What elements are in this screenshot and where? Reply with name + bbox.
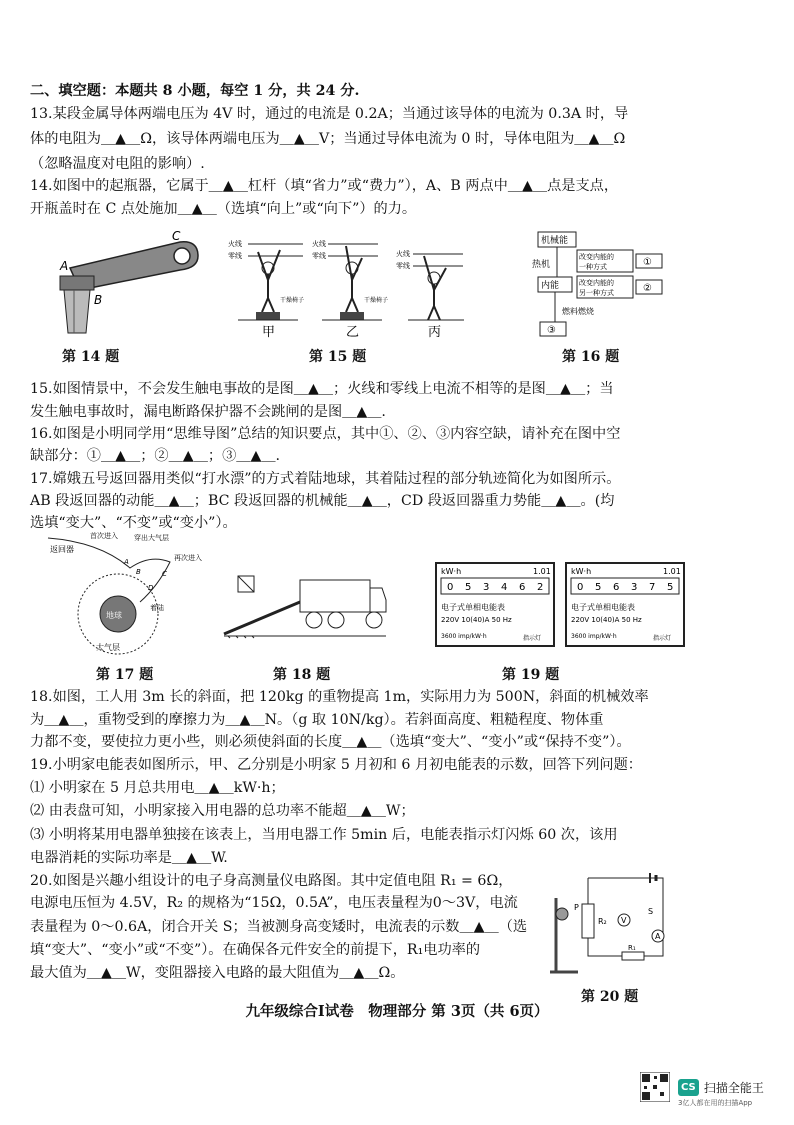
fig20-circuit bbox=[548, 868, 678, 978]
fig19-caption: 第 19 题 bbox=[502, 667, 560, 683]
fig19-d1-2: 3 bbox=[483, 582, 490, 593]
svg-text:另一种方式: 另一种方式 bbox=[579, 289, 614, 297]
q19-line-2: ⑴ 小明家在 5 月总共用电＿▲＿kW·h； bbox=[30, 780, 285, 796]
fig17-point-d: D bbox=[148, 584, 154, 592]
fig14-caption: 第 14 题 bbox=[62, 349, 120, 365]
q19-line-4: ⑶ 小明将某用电器单独接在该表上，当用电器工作 5min 后，电能表指示灯闪烁 60 次，该用 bbox=[30, 827, 618, 843]
q18-line-2: 为＿▲＿，重物受到的摩擦力为＿▲＿N。（g 取 10N/kg）。若斜面高度、粗糙程度、物体重 bbox=[30, 712, 604, 728]
fig15-scenes bbox=[228, 232, 468, 342]
fig15-live-2: 火线 bbox=[312, 240, 326, 248]
fig15-label-bing: 丙 bbox=[428, 325, 442, 340]
svg-text:改变内能的: 改变内能的 bbox=[579, 253, 614, 261]
q13-line-1: 13.某段金属导体两端电压为 4V 时，通过的电流是 0.2A；当通过该导体的电流为 0.3A 时，导 bbox=[30, 106, 629, 122]
fig19-d1-3: 4 bbox=[501, 582, 508, 593]
fig19-d1-1: 5 bbox=[465, 582, 472, 593]
fig15-caption: 第 15 题 bbox=[309, 349, 367, 365]
qr-code-icon bbox=[640, 1072, 670, 1102]
camscanner-logo-icon: CS bbox=[678, 1079, 699, 1096]
fig18-caption: 第 18 题 bbox=[273, 667, 331, 683]
q19-line-5: 电器消耗的实际功率是＿▲＿W. bbox=[30, 850, 228, 866]
fig19-d2-5: 5 bbox=[667, 582, 674, 593]
brand-block bbox=[678, 1077, 764, 1108]
fig15-stool-1: 干燥椅子 bbox=[280, 297, 305, 304]
fig15-panel-jia bbox=[228, 239, 304, 320]
q20-line-5: 最大值为＿▲＿W，变阻器接入电路的最大阻值为＿▲＿Ω。 bbox=[30, 965, 405, 981]
fig15-neutral-2: 零线 bbox=[312, 252, 326, 260]
fig19-d1-5: 2 bbox=[537, 582, 544, 593]
q17-line-3: 选填“变大”、“不变”或“变小”）。 bbox=[30, 515, 237, 531]
fig19-line2-1: 220V 10(40)A 50 Hz bbox=[441, 616, 512, 624]
page-footer: 九年级综合Ⅰ试卷 物理部分 第 3页（共 6页） bbox=[245, 1003, 549, 1020]
q15-line-2: 发生触电事故时，漏电断路保护器不会跳闸的是图＿▲＿. bbox=[30, 404, 386, 420]
q13-line-3: （忽略温度对电阻的影响）. bbox=[30, 156, 205, 172]
fig17-point-b: B bbox=[136, 568, 141, 576]
fig15-neutral-1: 零线 bbox=[228, 252, 242, 260]
fig19-meter-yi bbox=[565, 562, 685, 651]
svg-text:改变内能的: 改变内能的 bbox=[579, 279, 614, 287]
fig16-heat-engine: 热机 bbox=[532, 260, 551, 270]
fig14-label-c: C bbox=[172, 229, 181, 243]
fig19-lamp-1: 指示灯 bbox=[523, 635, 542, 642]
fig17-through: 穿出大气层 bbox=[134, 534, 169, 542]
fig20-v: V bbox=[621, 916, 627, 925]
fig19-d2-2: 6 bbox=[613, 582, 620, 593]
fig15-stool-2: 干燥椅子 bbox=[364, 297, 389, 304]
q14-line-1: 14.如图中的起瓶器，它属于＿▲＿杠杆（填“省力”或“费力”），A、B 两点中＿▲＿点是支点， bbox=[30, 178, 619, 194]
fig17-again: 再次进入 bbox=[174, 554, 202, 562]
fig19-lamp-2: 指示灯 bbox=[653, 635, 672, 642]
fig20-r2: R₂ bbox=[598, 917, 607, 926]
fig17-atmos: 大气层 bbox=[96, 643, 120, 652]
fig20-caption: 第 20 题 bbox=[581, 989, 639, 1005]
fig19-line2-2: 220V 10(40)A 50 Hz bbox=[571, 616, 642, 624]
fig16-fuel: 燃料燃烧 bbox=[562, 307, 594, 316]
fig15-neutral-3: 零线 bbox=[396, 262, 410, 270]
brand-name: 扫描全能王 bbox=[703, 1081, 764, 1095]
fig17-caption: 第 17 题 bbox=[96, 667, 154, 683]
q17-line-1: 17.嫦娥五号返回器用类似“打水漂”的方式着陆地球，其着陆过程的部分轨迹简化为如图所示。 bbox=[30, 471, 621, 487]
fig19-ver-2: 1.01 bbox=[663, 567, 681, 576]
fig19-d2-0: 0 bbox=[577, 582, 584, 593]
fig16-internal: 内能 bbox=[541, 281, 560, 291]
fig20-a: A bbox=[655, 932, 661, 941]
q20-line-4: 填“变大”、“变小”或“不变”）。在确保各元件安全的前提下，R₁电功率的 bbox=[30, 942, 481, 958]
fig20-s: S bbox=[648, 907, 654, 916]
fig19-line3-2: 3600 imp/kW·h bbox=[571, 633, 617, 640]
q19-line-3: ⑵ 由表盘可知，小明家接入用电器的总功率不能超＿▲＿W； bbox=[30, 803, 415, 819]
q20-line-3: 表量程为 0～0.6A，闭合开关 S；当被测身高变矮时，电流表的示数＿▲＿（选 bbox=[30, 919, 528, 935]
fig17-landing: 着陆 bbox=[150, 604, 164, 612]
svg-text:一种方式: 一种方式 bbox=[579, 263, 607, 271]
fig20-p: P bbox=[574, 903, 579, 912]
fig16-circle-3: ③ bbox=[547, 325, 556, 336]
fig19-d1-0: 0 bbox=[447, 582, 454, 593]
brand-slogan: 3亿人都在用的扫描App bbox=[678, 1099, 753, 1107]
fig19-d1-4: 6 bbox=[519, 582, 526, 593]
fig15-panel-yi bbox=[312, 239, 388, 320]
fig19-line1-2: 电子式单相电能表 bbox=[571, 603, 635, 612]
q19-line-1: 19.小明家电能表如图所示，甲、乙分别是小明家 5 月初和 6 月初电能表的示数，回答下列问题： bbox=[30, 757, 642, 773]
fig15-live-1: 火线 bbox=[228, 240, 242, 248]
fig15-label-yi: 乙 bbox=[346, 325, 360, 340]
fig17-capsule: 返回器 bbox=[50, 545, 74, 554]
fig19-line1-1: 电子式单相电能表 bbox=[441, 603, 505, 612]
q14-line-2: 开瓶盖时在 C 点处施加＿▲＿（选填“向上”或“向下”）的力。 bbox=[30, 201, 417, 217]
fig17-point-a: A bbox=[124, 558, 129, 566]
q16-line-2: 缺部分：①＿▲＿；②＿▲＿；③＿▲＿. bbox=[30, 448, 281, 464]
fig16-circle-1: ① bbox=[643, 257, 652, 268]
fig16-caption: 第 16 题 bbox=[562, 349, 620, 365]
section-heading: 二、填空题：本题共 8 小题，每空 1 分，共 24 分. bbox=[30, 83, 360, 99]
q16-line-1: 16.如图是小明同学用“思维导图”总结的知识要点，其中①、②、③内容空缺，请补充在图中空 bbox=[30, 426, 621, 442]
fig19-d2-1: 5 bbox=[595, 582, 602, 593]
q18-line-1: 18.如图，工人用 3m 长的斜面，把 120kg 的重物提高 1m，实际用力为 500N，斜面的机械效率 bbox=[30, 689, 649, 705]
fig19-d2-4: 7 bbox=[649, 582, 656, 593]
fig19-unit-2: kW·h bbox=[571, 567, 592, 576]
fig17-point-c: C bbox=[162, 570, 167, 578]
fig18-ramp bbox=[220, 558, 390, 648]
fig15-label-jia: 甲 bbox=[262, 325, 276, 340]
fig19-ver-1: 1.01 bbox=[533, 567, 551, 576]
fig17-earth: 地球 bbox=[106, 611, 122, 620]
fig15-panel-bing bbox=[396, 249, 464, 320]
fig19-meter-jia bbox=[435, 562, 555, 651]
q18-line-3: 力都不变，要使拉力更小些，则必须使斜面的长度＿▲＿（选填“变大”、“变小”或“保持不变”）。 bbox=[30, 734, 631, 750]
fig20-r1: R₁ bbox=[628, 944, 636, 952]
fig19-line3-1: 3600 imp/kW·h bbox=[441, 633, 487, 640]
q15-line-1: 15.如图情景中，不会发生触电事故的是图＿▲＿；火线和零线上电流不相等的是图＿▲＿；当 bbox=[30, 381, 614, 397]
q13-line-2: 体的电阻为＿▲＿Ω，该导体两端电压为＿▲＿V；当通过导体电流为 0 时，导体电阻为＿▲＿Ω bbox=[30, 131, 626, 147]
fig14-bottle-opener bbox=[40, 228, 210, 338]
fig17-first: 首次进入 bbox=[90, 532, 118, 540]
fig16-mech: 机械能 bbox=[541, 236, 569, 246]
fig15-live-3: 火线 bbox=[396, 250, 410, 258]
fig17-trajectory bbox=[40, 532, 240, 657]
q20-line-1: 20.如图是兴趣小组设计的电子身高测量仪电路图。其中定值电阻 R₁ = 6Ω， bbox=[30, 873, 513, 889]
fig16-mind-map bbox=[530, 228, 670, 346]
fig19-unit-1: kW·h bbox=[441, 567, 462, 576]
fig14-label-a: A bbox=[60, 259, 69, 273]
fig19-d2-3: 3 bbox=[631, 582, 638, 593]
fig16-circle-2: ② bbox=[643, 283, 652, 294]
fig14-label-b: B bbox=[94, 293, 103, 307]
q17-line-2: AB 段返回器的动能＿▲＿；BC 段返回器的机械能＿▲＿，CD 段返回器重力势能＿▲＿。(均 bbox=[30, 493, 615, 509]
q20-line-2: 电源电压恒为 4.5V，R₂ 的规格为“15Ω，0.5A”，电压表量程为0～3V，电流 bbox=[30, 895, 518, 911]
